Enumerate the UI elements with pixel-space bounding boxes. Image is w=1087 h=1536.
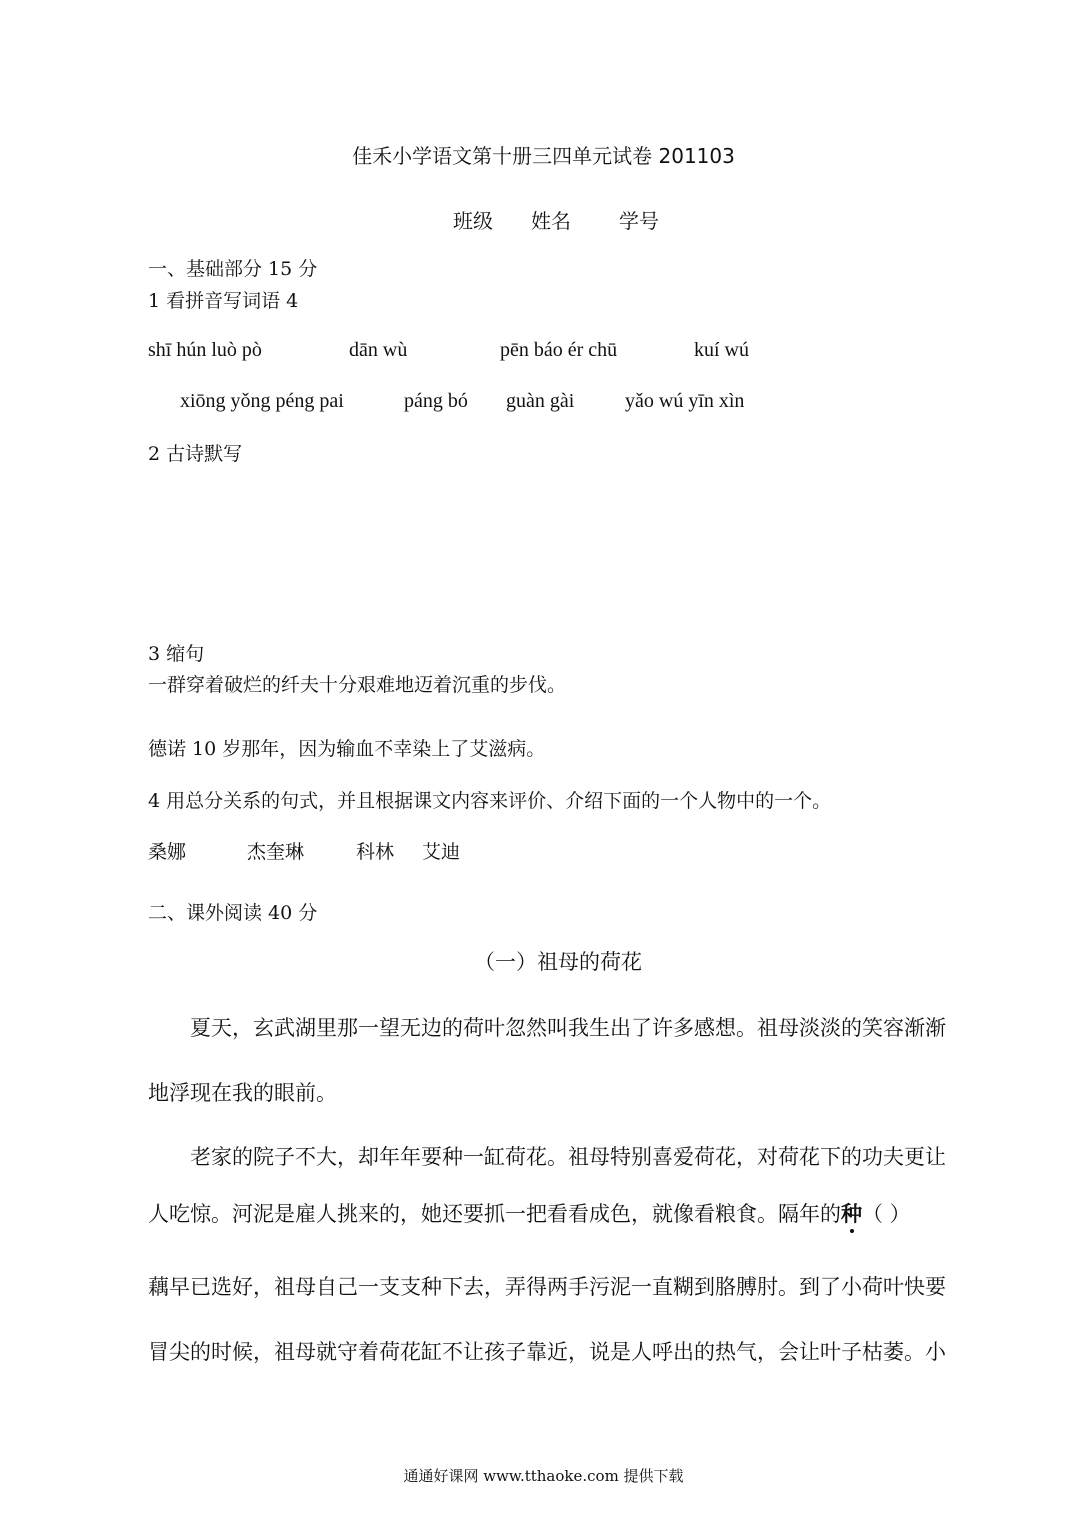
section1-heading: 一、基础部分 15 分 [148, 258, 318, 280]
character-name: 杰奎琳 [247, 841, 305, 863]
passage-line-with-blank [148, 1198, 911, 1228]
passage-line: 冒尖的时候，祖母就守着荷花缸不让孩子靠近，说是人呼出的热气，会让叶子枯萎。小 [148, 1340, 946, 1364]
answer-blank: （ ） [862, 1202, 911, 1226]
q3-sentence-1: 一群穿着破烂的纤夫十分艰难地迈着沉重的步伐。 [148, 674, 567, 696]
reading-title: （一）祖母的荷花 [474, 950, 642, 974]
q4-label: 4 用总分关系的句式，并且根据课文内容来评价、介绍下面的一个人物中的一个。 [148, 790, 832, 812]
emphasis-char: 种 [841, 1202, 862, 1226]
character-name: 科林 [356, 841, 395, 863]
passage-line: 夏天，玄武湖里那一望无边的荷叶忽然叫我生出了许多感想。祖母淡淡的笑容渐渐 [190, 1016, 946, 1040]
pinyin-item: yǎo wú yīn xìn [625, 390, 745, 412]
number-field-label: 学号 [619, 209, 659, 233]
q1-label: 1 看拼音写词语 4 [148, 290, 299, 312]
pinyin-item: dān wù [349, 339, 408, 361]
class-field-label: 班级 [453, 209, 493, 233]
character-name: 艾迪 [422, 841, 461, 863]
q2-label: 2 古诗默写 [148, 443, 243, 465]
pinyin-item: kuí wú [694, 339, 749, 361]
section2-heading: 二、课外阅读 40 分 [148, 902, 318, 924]
passage-line: 藕早已选好，祖母自己一支支种下去，弄得两手污泥一直糊到胳膊肘。到了小荷叶快要 [148, 1275, 946, 1299]
pinyin-item: pēn báo ér chū [500, 339, 618, 361]
page-footer: 通通好课网 www.tthaoke.com 提供下载 [403, 1467, 684, 1485]
passage-line: 老家的院子不大，却年年要种一缸荷花。祖母特别喜爱荷花，对荷花下的功夫更让 [190, 1145, 946, 1169]
q3-label: 3 缩句 [148, 643, 205, 665]
passage-line: 人吃惊。河泥是雇人挑来的，她还要抓一把看看成色，就像看粮食。隔年的 [148, 1202, 841, 1226]
passage-line: 地浮现在我的眼前。 [148, 1081, 337, 1105]
name-field-label: 姓名 [531, 209, 571, 233]
pinyin-item: shī hún luò pò [148, 339, 262, 361]
q3-sentence-2: 德诺 10 岁那年，因为输血不幸染上了艾滋病。 [148, 738, 546, 760]
pinyin-item: guàn gài [506, 390, 575, 412]
pinyin-item: páng bó [404, 390, 468, 412]
pinyin-item: xiōng yǒng péng pai [180, 390, 344, 412]
page-title: 佳禾小学语文第十册三四单元试卷 201103 [352, 144, 735, 168]
character-name: 桑娜 [148, 841, 187, 863]
